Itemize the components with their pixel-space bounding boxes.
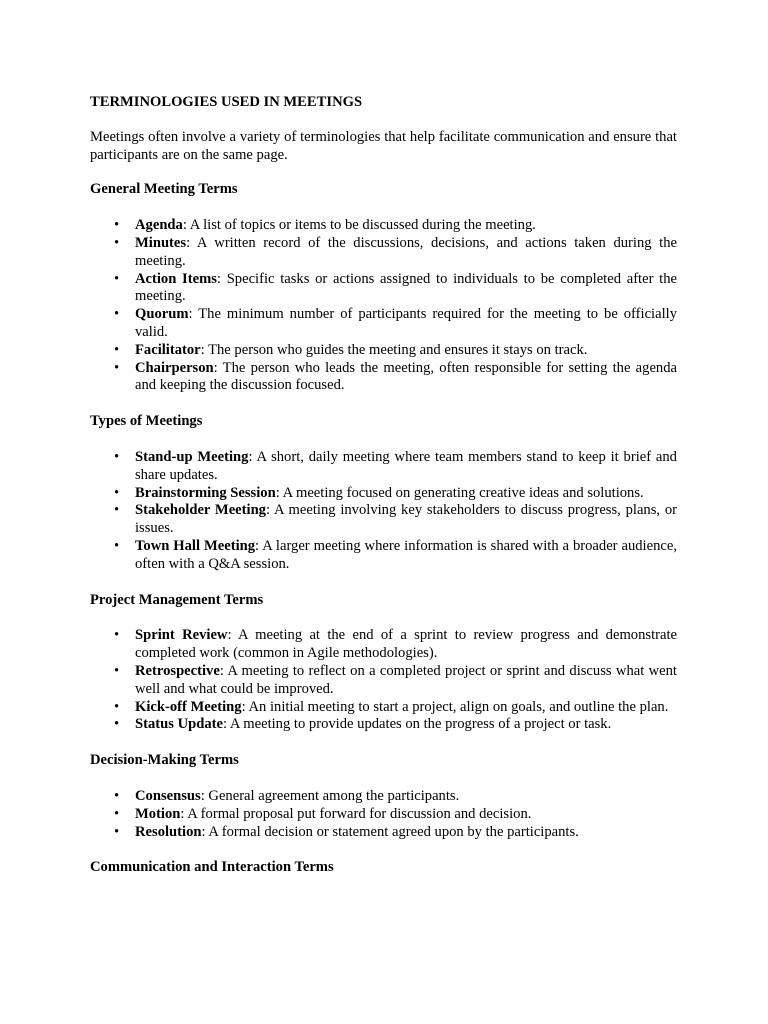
term-definition: : A meeting focused on generating creative ideas and solutions. xyxy=(275,484,644,501)
term-definition: : A formal decision or statement agreed upon by the participants. xyxy=(201,823,579,840)
list-item xyxy=(90,485,677,503)
term-definition: : A written record of the discussions, decisions, and actions taken during the meeting. xyxy=(135,234,677,269)
term-name: Kick-off Meeting xyxy=(135,698,242,715)
sections-container xyxy=(90,181,677,877)
bullet-icon: • xyxy=(114,359,120,376)
term-definition: : A list of topics or items to be discussed during the meeting. xyxy=(182,217,536,234)
term-name: Brainstorming Session xyxy=(135,484,276,501)
section-heading: General Meeting Terms xyxy=(90,181,238,198)
term-name: Consensus xyxy=(135,787,201,804)
section-heading: Types of Meetings xyxy=(90,413,203,430)
list-item xyxy=(90,699,677,717)
term-definition: : General agreement among the participants. xyxy=(200,787,460,804)
term-name: Action Items xyxy=(135,270,217,287)
list-item xyxy=(90,502,677,538)
list-item xyxy=(90,663,677,699)
bullet-icon: • xyxy=(114,716,120,733)
list-item xyxy=(90,716,677,734)
list-item xyxy=(90,217,677,235)
term-name: Stand-up Meeting xyxy=(135,448,249,465)
term-name: Agenda xyxy=(135,217,183,234)
bullet-icon: • xyxy=(114,805,120,822)
list-item xyxy=(90,806,677,824)
term-name: Facilitator xyxy=(135,341,201,358)
term-list xyxy=(90,217,677,395)
section-heading: Project Management Terms xyxy=(90,591,264,608)
section-heading: Decision-Making Terms xyxy=(90,752,239,769)
term-definition: : An initial meeting to start a project, align on goals, and outline the plan. xyxy=(241,698,669,715)
list-item xyxy=(90,788,677,806)
term-definition: : A short, daily meeting where team members stand to keep it brief and share updates. xyxy=(135,448,677,483)
bullet-icon: • xyxy=(114,698,120,715)
section xyxy=(90,181,677,395)
bullet-icon: • xyxy=(114,448,120,465)
term-definition: : The person who guides the meeting and ensures it stays on track. xyxy=(200,341,588,358)
term-name: Motion xyxy=(135,805,181,822)
document-title: TERMINOLOGIES USED IN MEETINGS xyxy=(90,94,363,110)
section xyxy=(90,592,677,735)
term-list xyxy=(90,449,677,574)
bullet-icon: • xyxy=(114,627,120,644)
term-definition: : A meeting at the end of a sprint to review progress and demonstrate completed work (common in Agile methodologies). xyxy=(135,627,677,662)
term-definition: : A formal proposal put forward for discussion and decision. xyxy=(180,805,532,822)
term-definition: : A larger meeting where information is shared with a broader audience, often with a Q&A session. xyxy=(135,537,677,572)
term-name: Status Update xyxy=(135,716,223,733)
list-item xyxy=(90,627,677,663)
term-definition: : Specific tasks or actions assigned to individuals to be completed after the meeting. xyxy=(135,270,677,305)
term-definition: : A meeting to provide updates on the progress of a project or task. xyxy=(222,716,612,733)
term-name: Town Hall Meeting xyxy=(135,537,256,554)
intro-paragraph: Meetings often involve a variety of terminologies that help facilitate communication and ensure that participants are on the same page. xyxy=(90,128,677,163)
section xyxy=(90,413,677,573)
term-name: Sprint Review xyxy=(135,627,228,644)
bullet-icon: • xyxy=(114,823,120,840)
list-item xyxy=(90,824,677,842)
document-page xyxy=(90,94,677,895)
list-item xyxy=(90,342,677,360)
bullet-icon: • xyxy=(114,537,120,554)
list-item xyxy=(90,306,677,342)
bullet-icon: • xyxy=(114,306,120,323)
section xyxy=(90,752,677,841)
term-name: Stakeholder Meeting xyxy=(135,502,266,519)
bullet-icon: • xyxy=(114,662,120,679)
bullet-icon: • xyxy=(114,270,120,287)
section xyxy=(90,859,677,877)
term-name: Quorum xyxy=(135,306,189,323)
bullet-icon: • xyxy=(114,234,120,251)
bullet-icon: • xyxy=(114,341,120,358)
term-list xyxy=(90,788,677,841)
list-item xyxy=(90,271,677,307)
list-item xyxy=(90,449,677,485)
term-list xyxy=(90,627,677,734)
list-item xyxy=(90,235,677,271)
bullet-icon: • xyxy=(114,484,120,501)
bullet-icon: • xyxy=(114,502,120,519)
term-name: Minutes xyxy=(135,234,187,251)
list-item xyxy=(90,538,677,574)
term-name: Chairperson xyxy=(135,359,214,376)
term-definition: : A meeting involving key stakeholders to discuss progress, plans, or issues. xyxy=(135,502,677,537)
bullet-icon: • xyxy=(114,787,120,804)
term-name: Retrospective xyxy=(135,662,220,679)
term-definition: : The minimum number of participants required for the meeting to be officially valid. xyxy=(135,306,677,340)
bullet-icon: • xyxy=(114,217,120,234)
term-definition: : The person who leads the meeting, often responsible for setting the agenda and keeping the discussion focused. xyxy=(135,359,677,394)
term-name: Resolution xyxy=(135,823,202,840)
term-definition: : A meeting to reflect on a completed project or sprint and discuss what went well and what could be improved. xyxy=(135,662,677,697)
section-heading: Communication and Interaction Terms xyxy=(90,859,334,876)
list-item xyxy=(90,360,677,396)
